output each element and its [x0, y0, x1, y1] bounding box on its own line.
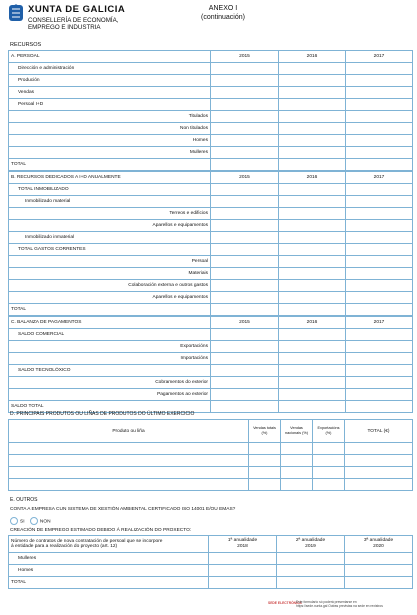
input-cell[interactable] — [211, 256, 279, 268]
recursos-row: Materiais — [9, 268, 211, 280]
personal-row: Produción — [9, 75, 211, 87]
input-cell[interactable] — [346, 377, 413, 389]
input-cell[interactable] — [211, 329, 279, 341]
emprego-row: Homes — [9, 565, 209, 577]
input-cell[interactable] — [279, 389, 346, 401]
input-cell[interactable] — [313, 443, 345, 455]
recursos-row: Aparellos e equipamentos — [9, 220, 211, 232]
recursos-id-table — [8, 171, 413, 316]
table-cell: 2017 — [346, 51, 413, 63]
emprego-row: Mulleres — [9, 553, 209, 565]
input-cell[interactable] — [279, 244, 346, 256]
recursos-id-title: B. RECURSOS DEDICADOS A I+D ANUALMENTE — [9, 172, 211, 184]
input-cell[interactable] — [281, 467, 313, 479]
input-cell[interactable] — [249, 455, 281, 467]
recursos-row: TOTAL GASTOS CORRENTES — [9, 244, 211, 256]
table-cell: 2016 — [279, 51, 346, 63]
table-cell: 2016 — [279, 317, 346, 329]
balanza-title: C. BALANZA DE PAGAMENTOS — [9, 317, 211, 329]
input-cell[interactable] — [279, 159, 346, 171]
input-cell[interactable] — [279, 208, 346, 220]
balanza-table — [8, 316, 413, 413]
input-cell[interactable] — [211, 196, 279, 208]
input-cell[interactable] — [281, 455, 313, 467]
input-cell[interactable] — [346, 353, 413, 365]
input-cell[interactable] — [279, 232, 346, 244]
input-cell[interactable] — [279, 365, 346, 377]
input-cell[interactable] — [279, 401, 346, 413]
input-cell[interactable] — [346, 196, 413, 208]
input-cell[interactable] — [211, 111, 279, 123]
recursos-row: Aparellos e equipamentos — [9, 292, 211, 304]
input-cell[interactable] — [211, 280, 279, 292]
input-cell[interactable] — [211, 159, 279, 171]
balanza-row: Cobramentos do exterior — [9, 377, 211, 389]
input-cell[interactable] — [346, 365, 413, 377]
input-cell[interactable] — [345, 455, 413, 467]
input-cell[interactable] — [346, 87, 413, 99]
input-cell[interactable] — [345, 479, 413, 491]
input-cell[interactable] — [346, 244, 413, 256]
recursos-row: Inmobilizado material — [9, 196, 211, 208]
balanza-row: SALDO COMERCIAL — [9, 329, 211, 341]
input-cell[interactable] — [279, 304, 346, 316]
input-cell[interactable] — [279, 341, 346, 353]
input-cell[interactable] — [249, 479, 281, 491]
input-cell[interactable] — [211, 232, 279, 244]
input-cell[interactable] — [345, 577, 413, 589]
input-cell[interactable] — [211, 87, 279, 99]
input-cell[interactable] — [346, 159, 413, 171]
personal-total: TOTAL — [9, 159, 211, 171]
recursos-row: Terreos e edificios — [9, 208, 211, 220]
col-anualidade-2: 2ª anualidade 2019 — [277, 536, 345, 553]
personal-row: Vendas — [9, 87, 211, 99]
input-cell[interactable] — [211, 147, 279, 159]
input-cell[interactable] — [211, 365, 279, 377]
input-cell[interactable] — [346, 232, 413, 244]
input-cell[interactable] — [279, 123, 346, 135]
col-vendas-nacionais: Vendas nacionais (%) — [281, 420, 313, 443]
input-cell[interactable] — [209, 577, 277, 589]
personal-row: Mulleres — [9, 147, 211, 159]
input-cell[interactable] — [346, 389, 413, 401]
input-cell[interactable] — [346, 341, 413, 353]
input-cell[interactable] — [346, 99, 413, 111]
table-cell: 2017 — [346, 317, 413, 329]
balanza-row: SALDO TECNOLÓXICO — [9, 365, 211, 377]
consellaria-name: CONSELLERÍA DE ECONOMÍA, EMPREGO E INDUSTRIA — [28, 17, 119, 31]
footer-note: Este formulario só poderá presentarse en https://sede.xunta.gal Outras previstas na sede en rexistros — [296, 600, 383, 608]
table-cell: 2016 — [279, 172, 346, 184]
emprego-table — [8, 535, 413, 589]
input-cell[interactable] — [346, 220, 413, 232]
input-cell[interactable] — [211, 220, 279, 232]
col-exportacions: Exportacións (%) — [313, 420, 345, 443]
col-product: Produto ou liña — [9, 420, 249, 443]
input-cell[interactable] — [279, 256, 346, 268]
input-cell[interactable] — [346, 63, 413, 75]
recursos-row: Persoal — [9, 256, 211, 268]
input-cell[interactable] — [9, 443, 249, 455]
personal-row: Titulados — [9, 111, 211, 123]
emprego-total: TOTAL — [9, 577, 209, 589]
input-cell[interactable] — [346, 292, 413, 304]
input-cell[interactable] — [279, 184, 346, 196]
input-cell[interactable] — [346, 135, 413, 147]
recursos-label: RECURSOS — [10, 42, 42, 48]
balanza-row: Pagamentos ao exterior — [9, 389, 211, 401]
input-cell[interactable] — [279, 111, 346, 123]
input-cell[interactable] — [9, 479, 249, 491]
input-cell[interactable] — [346, 280, 413, 292]
input-cell[interactable] — [211, 377, 279, 389]
radio-si[interactable] — [10, 517, 18, 525]
personal-table — [8, 50, 413, 171]
recursos-row: TOTAL INMOBILIZADO — [9, 184, 211, 196]
produtos-table — [8, 419, 413, 491]
input-cell[interactable] — [279, 268, 346, 280]
input-cell[interactable] — [211, 353, 279, 365]
input-cell[interactable] — [277, 565, 345, 577]
page-header — [8, 3, 408, 43]
input-cell[interactable] — [346, 111, 413, 123]
input-cell[interactable] — [346, 184, 413, 196]
input-cell[interactable] — [346, 268, 413, 280]
input-cell[interactable] — [277, 577, 345, 589]
col-anualidade-3: 3ª anualidade 2020 — [345, 536, 413, 553]
iso-question: CONTA A EMPRESA CUN SISTEMA DE XESTIÓN AMBIENTAL CERTIFICADO ISO 14001 E/OU EMAS? — [10, 507, 236, 512]
balanza-row: Importacións — [9, 353, 211, 365]
annex-title: ANEXO I (continuación) — [201, 5, 245, 21]
balanza-row: Exportacións — [9, 341, 211, 353]
input-cell[interactable] — [211, 75, 279, 87]
col-total: TOTAL (€) — [345, 420, 413, 443]
input-cell[interactable] — [345, 467, 413, 479]
input-cell[interactable] — [211, 341, 279, 353]
produtos-row — [9, 443, 413, 455]
produtos-row — [9, 479, 413, 491]
table-cell: 2017 — [346, 172, 413, 184]
recursos-row: Colaboración externa e outros gastos — [9, 280, 211, 292]
input-cell[interactable] — [211, 99, 279, 111]
input-cell[interactable] — [279, 292, 346, 304]
input-cell[interactable] — [346, 75, 413, 87]
sede-label: SEDE ELECTRÓNICA — [268, 601, 302, 605]
input-cell[interactable] — [211, 244, 279, 256]
input-cell[interactable] — [279, 377, 346, 389]
input-cell[interactable] — [211, 304, 279, 316]
input-cell[interactable] — [346, 123, 413, 135]
input-cell[interactable] — [209, 565, 277, 577]
input-cell[interactable] — [345, 553, 413, 565]
col-vendas-totais: Vendas totais (%) — [249, 420, 281, 443]
personal-row: Non titulados — [9, 123, 211, 135]
input-cell[interactable] — [249, 443, 281, 455]
input-cell[interactable] — [249, 467, 281, 479]
input-cell[interactable] — [313, 455, 345, 467]
iso-options: SI NON — [10, 517, 51, 525]
input-cell[interactable] — [346, 401, 413, 413]
input-cell[interactable] — [281, 479, 313, 491]
input-cell[interactable] — [346, 329, 413, 341]
input-cell[interactable] — [211, 184, 279, 196]
balanza-total: SALDO TOTAL — [9, 401, 211, 413]
input-cell[interactable] — [9, 455, 249, 467]
input-cell[interactable] — [313, 467, 345, 479]
input-cell[interactable] — [279, 353, 346, 365]
input-cell[interactable] — [279, 63, 346, 75]
produtos-row — [9, 455, 413, 467]
input-cell[interactable] — [277, 553, 345, 565]
input-cell[interactable] — [346, 147, 413, 159]
input-cell[interactable] — [279, 135, 346, 147]
input-cell[interactable] — [346, 256, 413, 268]
table-cell: 2015 — [211, 317, 279, 329]
personal-row: Homes — [9, 135, 211, 147]
input-cell[interactable] — [211, 292, 279, 304]
input-cell[interactable] — [279, 147, 346, 159]
input-cell[interactable] — [211, 208, 279, 220]
input-cell[interactable] — [346, 208, 413, 220]
input-cell[interactable] — [279, 196, 346, 208]
input-cell[interactable] — [9, 467, 249, 479]
emprego-desc: Número de contratos de nova contratación de persoal que se incorpore á entidade para a realización do proyecto (art. 12) — [9, 536, 209, 553]
input-cell[interactable] — [313, 479, 345, 491]
input-cell[interactable] — [211, 401, 279, 413]
produtos-row — [9, 467, 413, 479]
input-cell[interactable] — [279, 220, 346, 232]
table-cell: 2015 — [211, 51, 279, 63]
xunta-seal-icon — [8, 3, 24, 23]
org-name: XUNTA DE GALICIA — [28, 4, 126, 15]
personal-row: Persoal I+D — [9, 99, 211, 111]
input-cell[interactable] — [279, 75, 346, 87]
input-cell[interactable] — [345, 443, 413, 455]
input-cell[interactable] — [279, 99, 346, 111]
input-cell[interactable] — [279, 87, 346, 99]
input-cell[interactable] — [211, 135, 279, 147]
input-cell[interactable] — [345, 565, 413, 577]
input-cell[interactable] — [346, 304, 413, 316]
input-cell[interactable] — [211, 63, 279, 75]
input-cell[interactable] — [279, 329, 346, 341]
outros-title: E. OUTROS — [10, 497, 38, 503]
input-cell[interactable] — [279, 280, 346, 292]
input-cell[interactable] — [209, 553, 277, 565]
produtos-title: D. PRINCIPAIS PRODUTOS OU LIÑAS DE PRODUTOS DO ÚLTIMO EXERCICIO — [10, 411, 195, 417]
col-anualidade-1: 1ª anualidade 2018 — [209, 536, 277, 553]
recursos-row: Inmobilizado inmaterial — [9, 232, 211, 244]
recursos-total: TOTAL — [9, 304, 211, 316]
personal-row: Dirección e administración — [9, 63, 211, 75]
input-cell[interactable] — [281, 443, 313, 455]
table-cell: 2015 — [211, 172, 279, 184]
radio-non[interactable] — [30, 517, 38, 525]
emprego-title: CREACIÓN DE EMPREGO ESTIMADO DEBIDO Á REALIZACIÓN DO PROXECTO: — [10, 528, 192, 533]
input-cell[interactable] — [211, 123, 279, 135]
input-cell[interactable] — [211, 389, 279, 401]
input-cell[interactable] — [211, 268, 279, 280]
personal-title: A. PERSOAL — [9, 51, 211, 63]
